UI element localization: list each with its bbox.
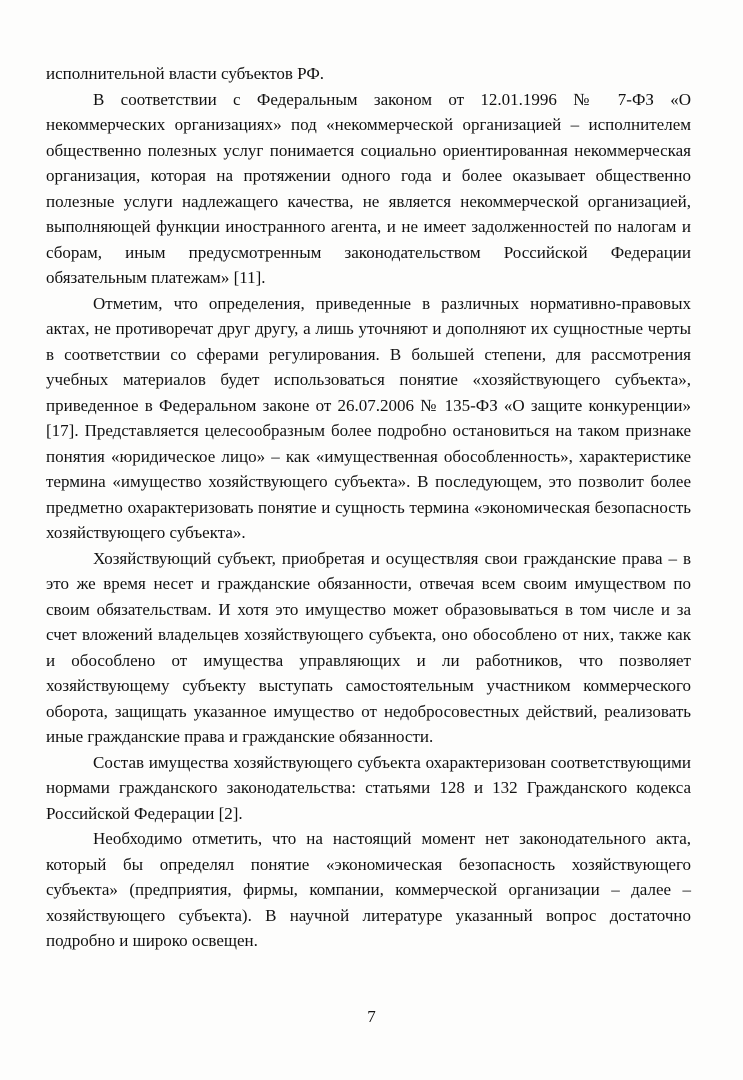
paragraph-definitions-comparison: Отметим, что определения, приведенные в различных нормативно-правовых актах, не противоречат друг другу, а лишь уточняют и дополняют их сущностные черты в соответствии со сферами регулирования. В большей степени, для рассмотрения учебных материалов будет использоваться понятие «хозяйствующего субъекта», приведенное в Федеральном законе от 26.07.2006 № 135-ФЗ «О защите конкуренции» [17]. Представляется целесообразным более подробно остановиться на таком признаке понятия «юридическое лицо» – как «имущественная обособленность», характеристике термина «имущество хозяйствующего субъекта». В последующем, это позволит более предметно охарактеризовать понятие и сущность термина «экономическая безопасность хозяйствующего субъекта». [46, 293, 691, 542]
body-text [46, 61, 691, 954]
paragraph-property-composition: Состав имущества хозяйствующего субъекта охарактеризован соответствующими нормами гражданского законодательства: статьями 128 и 132 Гражданского кодекса Российской Федерации [2]. [46, 752, 691, 823]
paragraph-no-legislative-act: Необходимо отметить, что на настоящий момент нет законодательного акта, который бы определял понятие «экономическая безопасность хозяйствующего субъекта» (предприятия, фирмы, компании, коммерческой организации – далее – хозяйствующего субъекта). В научной литературе указанный вопрос достаточно подробно и широко освещен. [46, 829, 691, 950]
paragraph-property-separation: Хозяйствующий субъект, приобретая и осуществляя свои гражданские права – в это же время несет и гражданские обязанности, отвечая всем своим имуществом по своим обязательствам. И хотя это имущество может образовываться в том числе и за счет вложений владельцев хозяйствующего субъекта, оно обособлено от них, также как и обособлено от имущества управляющих и ли работников, что позволяет хозяйствующему субъекту выступать самостоятельным участником коммерческого оборота, защищать указанное имущество от недобросовестных действий, реализовать иные гражданские права и гражданские обязанности. [46, 548, 691, 746]
paragraph-nko-definition: В соответствии с Федеральным законом от 12.01.1996 № 7-ФЗ «О некоммерческих организациях» под «некоммерческой организацией – исполнителем общественно полезных услуг понимается социально ориентированная некоммерческая организация, которая на протяжении одного года и более оказывает общественно полезные услуги надлежащего качества, не является некоммерческой организацией, выполняющей функции иностранного агента, и не имеет задолженностей по налогам и сборам, иным предусмотренным законодательством Российской Федерации обязательным платежам» [11]. [46, 89, 691, 287]
paragraph-continuation: исполнительной власти субъектов РФ. [46, 64, 325, 83]
page-number: 7 [367, 1007, 376, 1026]
